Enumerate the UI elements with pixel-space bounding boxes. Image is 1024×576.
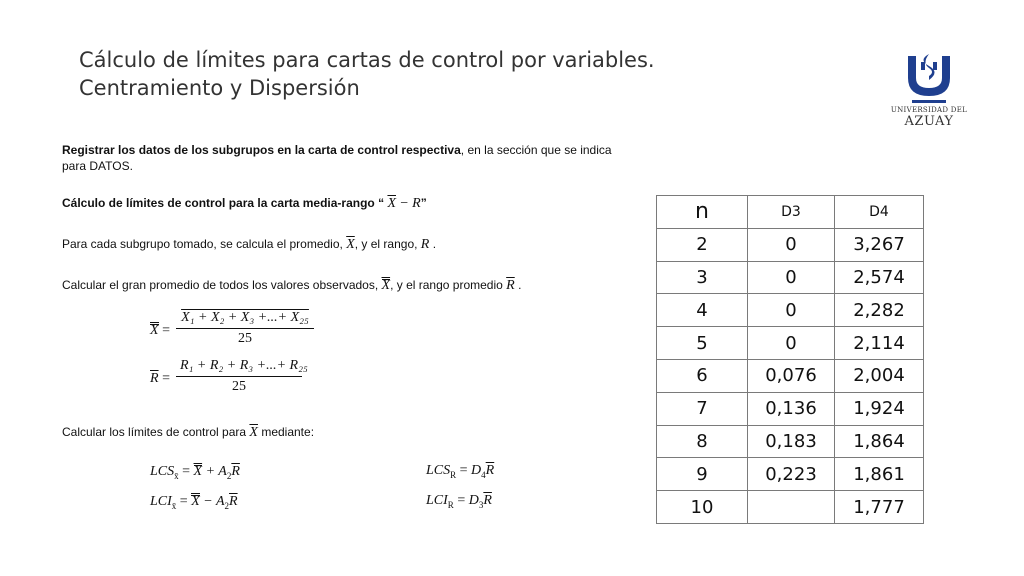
control-limits-text-a: Calcular los límites de control para bbox=[62, 425, 247, 439]
table-cell-d4: 2,004 bbox=[835, 359, 924, 392]
calc-limits-close-quote: ” bbox=[420, 196, 427, 210]
table-cell-d3 bbox=[748, 491, 835, 524]
table-cell-n: 4 bbox=[657, 294, 748, 327]
symbol-r-bar: $\overline{R}$ bbox=[506, 278, 515, 293]
table-header-d4: D4 bbox=[835, 196, 924, 229]
subgroup-text-b: , y el rango, bbox=[354, 237, 418, 251]
paragraph-subgroup bbox=[62, 236, 436, 253]
formula-rbar-denominator: 25 bbox=[232, 379, 246, 394]
table-cell-d4: 1,924 bbox=[835, 392, 924, 425]
symbol-x-double-bar: $\overline{X}$ bbox=[381, 278, 391, 293]
title-line-2: Centramiento y Dispersión bbox=[79, 76, 360, 100]
symbol-x-bar: $\overline{X}$ bbox=[387, 196, 396, 211]
symbol-x-bar: $\overline{X}$ bbox=[346, 237, 355, 252]
logo-text-universidad: UNIVERSIDAD DEL bbox=[890, 106, 968, 114]
table-cell-d4: 3,267 bbox=[835, 228, 924, 261]
formula-xbar-lhs: $\overline{X}$ = bbox=[150, 323, 170, 338]
table-cell-d3: 0 bbox=[748, 294, 835, 327]
title-line-1: Cálculo de límites para cartas de control por variables. bbox=[79, 48, 655, 72]
table-header-d3: D3 bbox=[748, 196, 835, 229]
symbol-x-bar: $\overline{X}$ bbox=[249, 425, 258, 440]
table-cell-n: 7 bbox=[657, 392, 748, 425]
paragraph-register-bold: Registrar los datos de los subgrupos en la carta de control respectiva bbox=[62, 143, 461, 157]
table-row bbox=[657, 392, 924, 425]
university-logo bbox=[888, 50, 970, 134]
formula-rbar-fraction bbox=[176, 358, 308, 395]
table-cell-d3: 0 bbox=[748, 228, 835, 261]
formula-xbar-denominator: 25 bbox=[238, 331, 252, 346]
table-row bbox=[657, 458, 924, 491]
calc-limits-bold: Cálculo de límites de control para la carta media-rango “ bbox=[62, 196, 385, 210]
grand-average-text-b: , y el rango promedio bbox=[390, 278, 503, 292]
table-cell-n: 6 bbox=[657, 359, 748, 392]
symbol-r: R bbox=[412, 196, 421, 211]
table-cell-d3: 0 bbox=[748, 261, 835, 294]
formula-rbar-lhs: $\overline{R}$ = bbox=[150, 371, 170, 386]
subgroup-text-a: Para cada subgrupo tomado, se calcula el promedio, bbox=[62, 237, 343, 251]
logo-text-azuay: AZUAY bbox=[904, 114, 954, 129]
paragraph-calc-limits bbox=[62, 195, 427, 212]
table-row bbox=[657, 359, 924, 392]
grand-average-text-c: . bbox=[518, 278, 522, 292]
table-cell-d4: 2,282 bbox=[835, 294, 924, 327]
table-row bbox=[657, 491, 924, 524]
grand-average-text-a: Calcular el gran promedio de todos los valores observados, bbox=[62, 278, 379, 292]
formula-lcs-r: $LCS_R = D_4\overline{R}$ bbox=[426, 463, 495, 480]
formula-xbar-numerator: X₁ + X₂ + X₃ +...+ X₂₅ bbox=[176, 310, 314, 329]
paragraph-register-rest: , en la sección que se indica para DATOS. bbox=[62, 143, 612, 173]
table-cell-d4: 1,861 bbox=[835, 458, 924, 491]
table-header-n: n bbox=[657, 196, 748, 229]
table-cell-n: 3 bbox=[657, 261, 748, 294]
table-cell-d3: 0,223 bbox=[748, 458, 835, 491]
formula-lci-r: $LCI_R = D_3\overline{R}$ bbox=[426, 493, 492, 510]
table-cell-n: 10 bbox=[657, 491, 748, 524]
table-cell-d3: 0,136 bbox=[748, 392, 835, 425]
table-cell-n: 9 bbox=[657, 458, 748, 491]
table-header-row bbox=[657, 196, 924, 229]
university-emblem-icon bbox=[888, 50, 970, 106]
paragraph-grand-average bbox=[62, 277, 521, 294]
table-row bbox=[657, 261, 924, 294]
table-row bbox=[657, 294, 924, 327]
symbol-minus: − bbox=[399, 196, 409, 211]
table-cell-n: 2 bbox=[657, 228, 748, 261]
table-cell-d4: 2,574 bbox=[835, 261, 924, 294]
control-limits-text-b: mediante: bbox=[261, 425, 315, 439]
table-cell-d3: 0,183 bbox=[748, 425, 835, 458]
constants-table bbox=[656, 195, 924, 524]
table-cell-d4: 1,777 bbox=[835, 491, 924, 524]
table-cell-d3: 0 bbox=[748, 327, 835, 360]
table-cell-d4: 1,864 bbox=[835, 425, 924, 458]
page-title bbox=[79, 46, 779, 102]
table-row bbox=[657, 327, 924, 360]
table-cell-n: 8 bbox=[657, 425, 748, 458]
paragraph-register bbox=[62, 142, 632, 174]
formula-rbar-numerator: R₁ + R₂ + R₃ +...+ R₂₅ bbox=[176, 358, 302, 377]
symbol-r: R bbox=[420, 237, 430, 252]
table-row bbox=[657, 228, 924, 261]
table-cell-n: 5 bbox=[657, 327, 748, 360]
formula-lci-x: $LCI_{x̄} = \overline{X} - A_2\overline{R}$ bbox=[150, 494, 238, 511]
paragraph-control-limits bbox=[62, 424, 314, 441]
table-cell-d4: 2,114 bbox=[835, 327, 924, 360]
subgroup-text-c: . bbox=[432, 237, 437, 251]
formula-lcs-x: $LCS_{x̄} = \overline{X} + A_2\overline{R}$ bbox=[150, 464, 240, 481]
table-cell-d3: 0,076 bbox=[748, 359, 835, 392]
formula-xbar-fraction bbox=[176, 310, 314, 347]
table-row bbox=[657, 425, 924, 458]
